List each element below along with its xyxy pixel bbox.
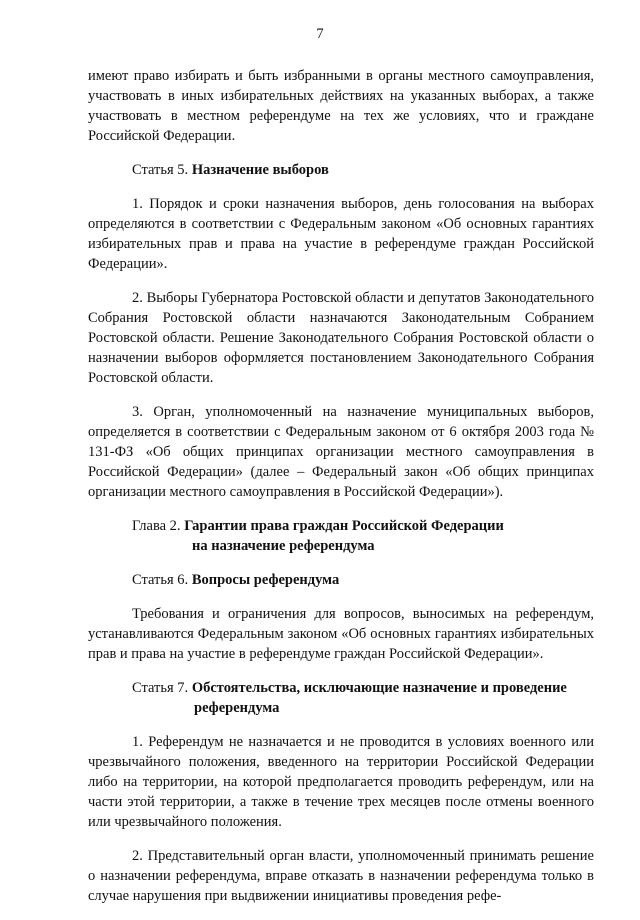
section-heading <box>88 516 594 556</box>
section-heading <box>88 678 594 718</box>
paragraph: 3. Орган, уполномоченный на назначение муниципальных выборов, определяется в соответствии с Федеральным законом от 6 октября 2003 года № 131-ФЗ «Об общих принципах организации местного самоуправления в Российской Федерации» (далее – Федеральный закон «Об общих принципах организации местного самоуправления в Российской Федерации»). <box>88 404 594 500</box>
paragraph: 2. Представительный орган власти, уполномоченный принимать решение о назначении референдума, вправе отказать в назначении референдума только в случае нарушения при выдвижении инициативы проведения рефе- <box>88 848 594 904</box>
heading-label: Статья 5. <box>132 162 192 178</box>
page-number: 7 <box>316 26 324 42</box>
heading-label: Статья 7. <box>132 680 192 696</box>
heading-label: Глава 2. <box>132 518 185 534</box>
heading-title: Вопросы референдума <box>191 572 340 588</box>
heading-title-continuation: референдума <box>194 700 280 716</box>
section-heading <box>88 160 594 180</box>
heading-label: Статья 6. <box>132 572 192 588</box>
heading-title-continuation: на назначение референдума <box>192 538 375 554</box>
paragraph: имеют право избирать и быть избранными в органы местного самоуправления, участвовать в иных избирательных действиях на указанных выборах, а также участвовать в местном референдуме на тех же условиях, что и граждане Российской Федерации. <box>88 68 594 144</box>
heading-title: Гарантии права граждан Российской Федерации <box>184 518 504 534</box>
paragraph: 2. Выборы Губернатора Ростовской области и депутатов Законодательного Собрания Ростовской области назначаются Законодательным Собранием Ростовской области. Решение Законодательного Собрания Ростовской области о назначении выборов оформляется постановлением Законодательного Собрания Ростовской области. <box>88 290 594 386</box>
section-heading <box>88 570 594 590</box>
paragraph: 1. Порядок и сроки назначения выборов, день голосования на выборах определяются в соответствии с Федеральным законом «Об основных гарантиях избирательных прав и права на участие в референдуме граждан Российской Федерации». <box>88 196 594 272</box>
paragraph: 1. Референдум не назначается и не проводится в условиях военного или чрезвычайного положения, введенного на территории Российской Федерации либо на территории, на которой предполагается проводить референдум, или на части этой территории, а также в течение трех месяцев после отмены военного или чрезвычайного положения. <box>88 734 594 830</box>
paragraph: Требования и ограничения для вопросов, выносимых на референдум, устанавливаются Федеральным законом «Об основных гарантиях избирательных прав и права на участие в референдуме граждан Российской Федерации». <box>88 606 594 662</box>
heading-title: Обстоятельства, исключающие назначение и проведение <box>191 680 567 696</box>
heading-title: Назначение выборов <box>191 162 329 178</box>
document-body <box>88 66 594 920</box>
